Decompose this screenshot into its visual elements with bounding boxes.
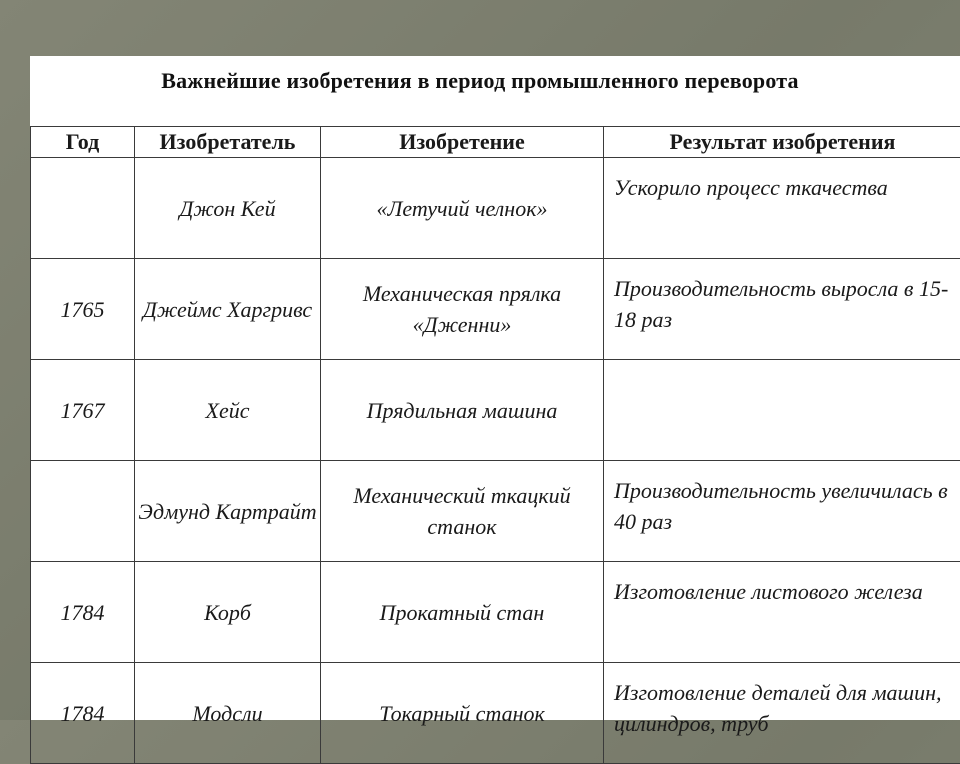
cell-invention: Прокатный стан (321, 562, 604, 663)
slide (30, 56, 960, 720)
table-row (31, 158, 960, 259)
cell-inventor: Хейс (135, 360, 321, 461)
cell-invention: Механическая прялка «Дженни» (321, 259, 604, 360)
inventions-table (30, 126, 960, 764)
cell-inventor: Корб (135, 562, 321, 663)
cell-result: Изготовление листового железа (604, 562, 960, 663)
cell-year (31, 461, 135, 562)
cell-invention: Механический ткацкий станок (321, 461, 604, 562)
table-row (31, 461, 960, 562)
table-row (31, 360, 960, 461)
cell-year: 1767 (31, 360, 135, 461)
cell-result: Производительность увеличилась в 40 раз (604, 461, 960, 562)
table-row (31, 562, 960, 663)
cell-invention: «Летучий челнок» (321, 158, 604, 259)
cell-result (604, 360, 960, 461)
cell-inventor: Модсли (135, 663, 321, 764)
cell-result: Ускорило процесс ткачества (604, 158, 960, 259)
header-invention: Изобретение (321, 127, 604, 158)
cell-inventor: Джон Кей (135, 158, 321, 259)
cell-year: 1765 (31, 259, 135, 360)
cell-inventor: Джеймс Харгривс (135, 259, 321, 360)
cell-inventor: Эдмунд Картрайт (135, 461, 321, 562)
page-title: Важнейшие изобретения в период промышленного переворота (30, 68, 930, 94)
cell-year (31, 158, 135, 259)
cell-year: 1784 (31, 663, 135, 764)
header-inventor: Изобретатель (135, 127, 321, 158)
table-row (31, 663, 960, 764)
table-row (31, 259, 960, 360)
cell-result: Изготовление деталей для машин, цилиндров, труб (604, 663, 960, 764)
cell-result: Производительность выросла в 15-18 раз (604, 259, 960, 360)
cell-year: 1784 (31, 562, 135, 663)
cell-invention: Токарный станок (321, 663, 604, 764)
cell-invention: Прядильная машина (321, 360, 604, 461)
table-header-row (31, 127, 960, 158)
header-result: Результат изобретения (604, 127, 960, 158)
header-year: Год (31, 127, 135, 158)
